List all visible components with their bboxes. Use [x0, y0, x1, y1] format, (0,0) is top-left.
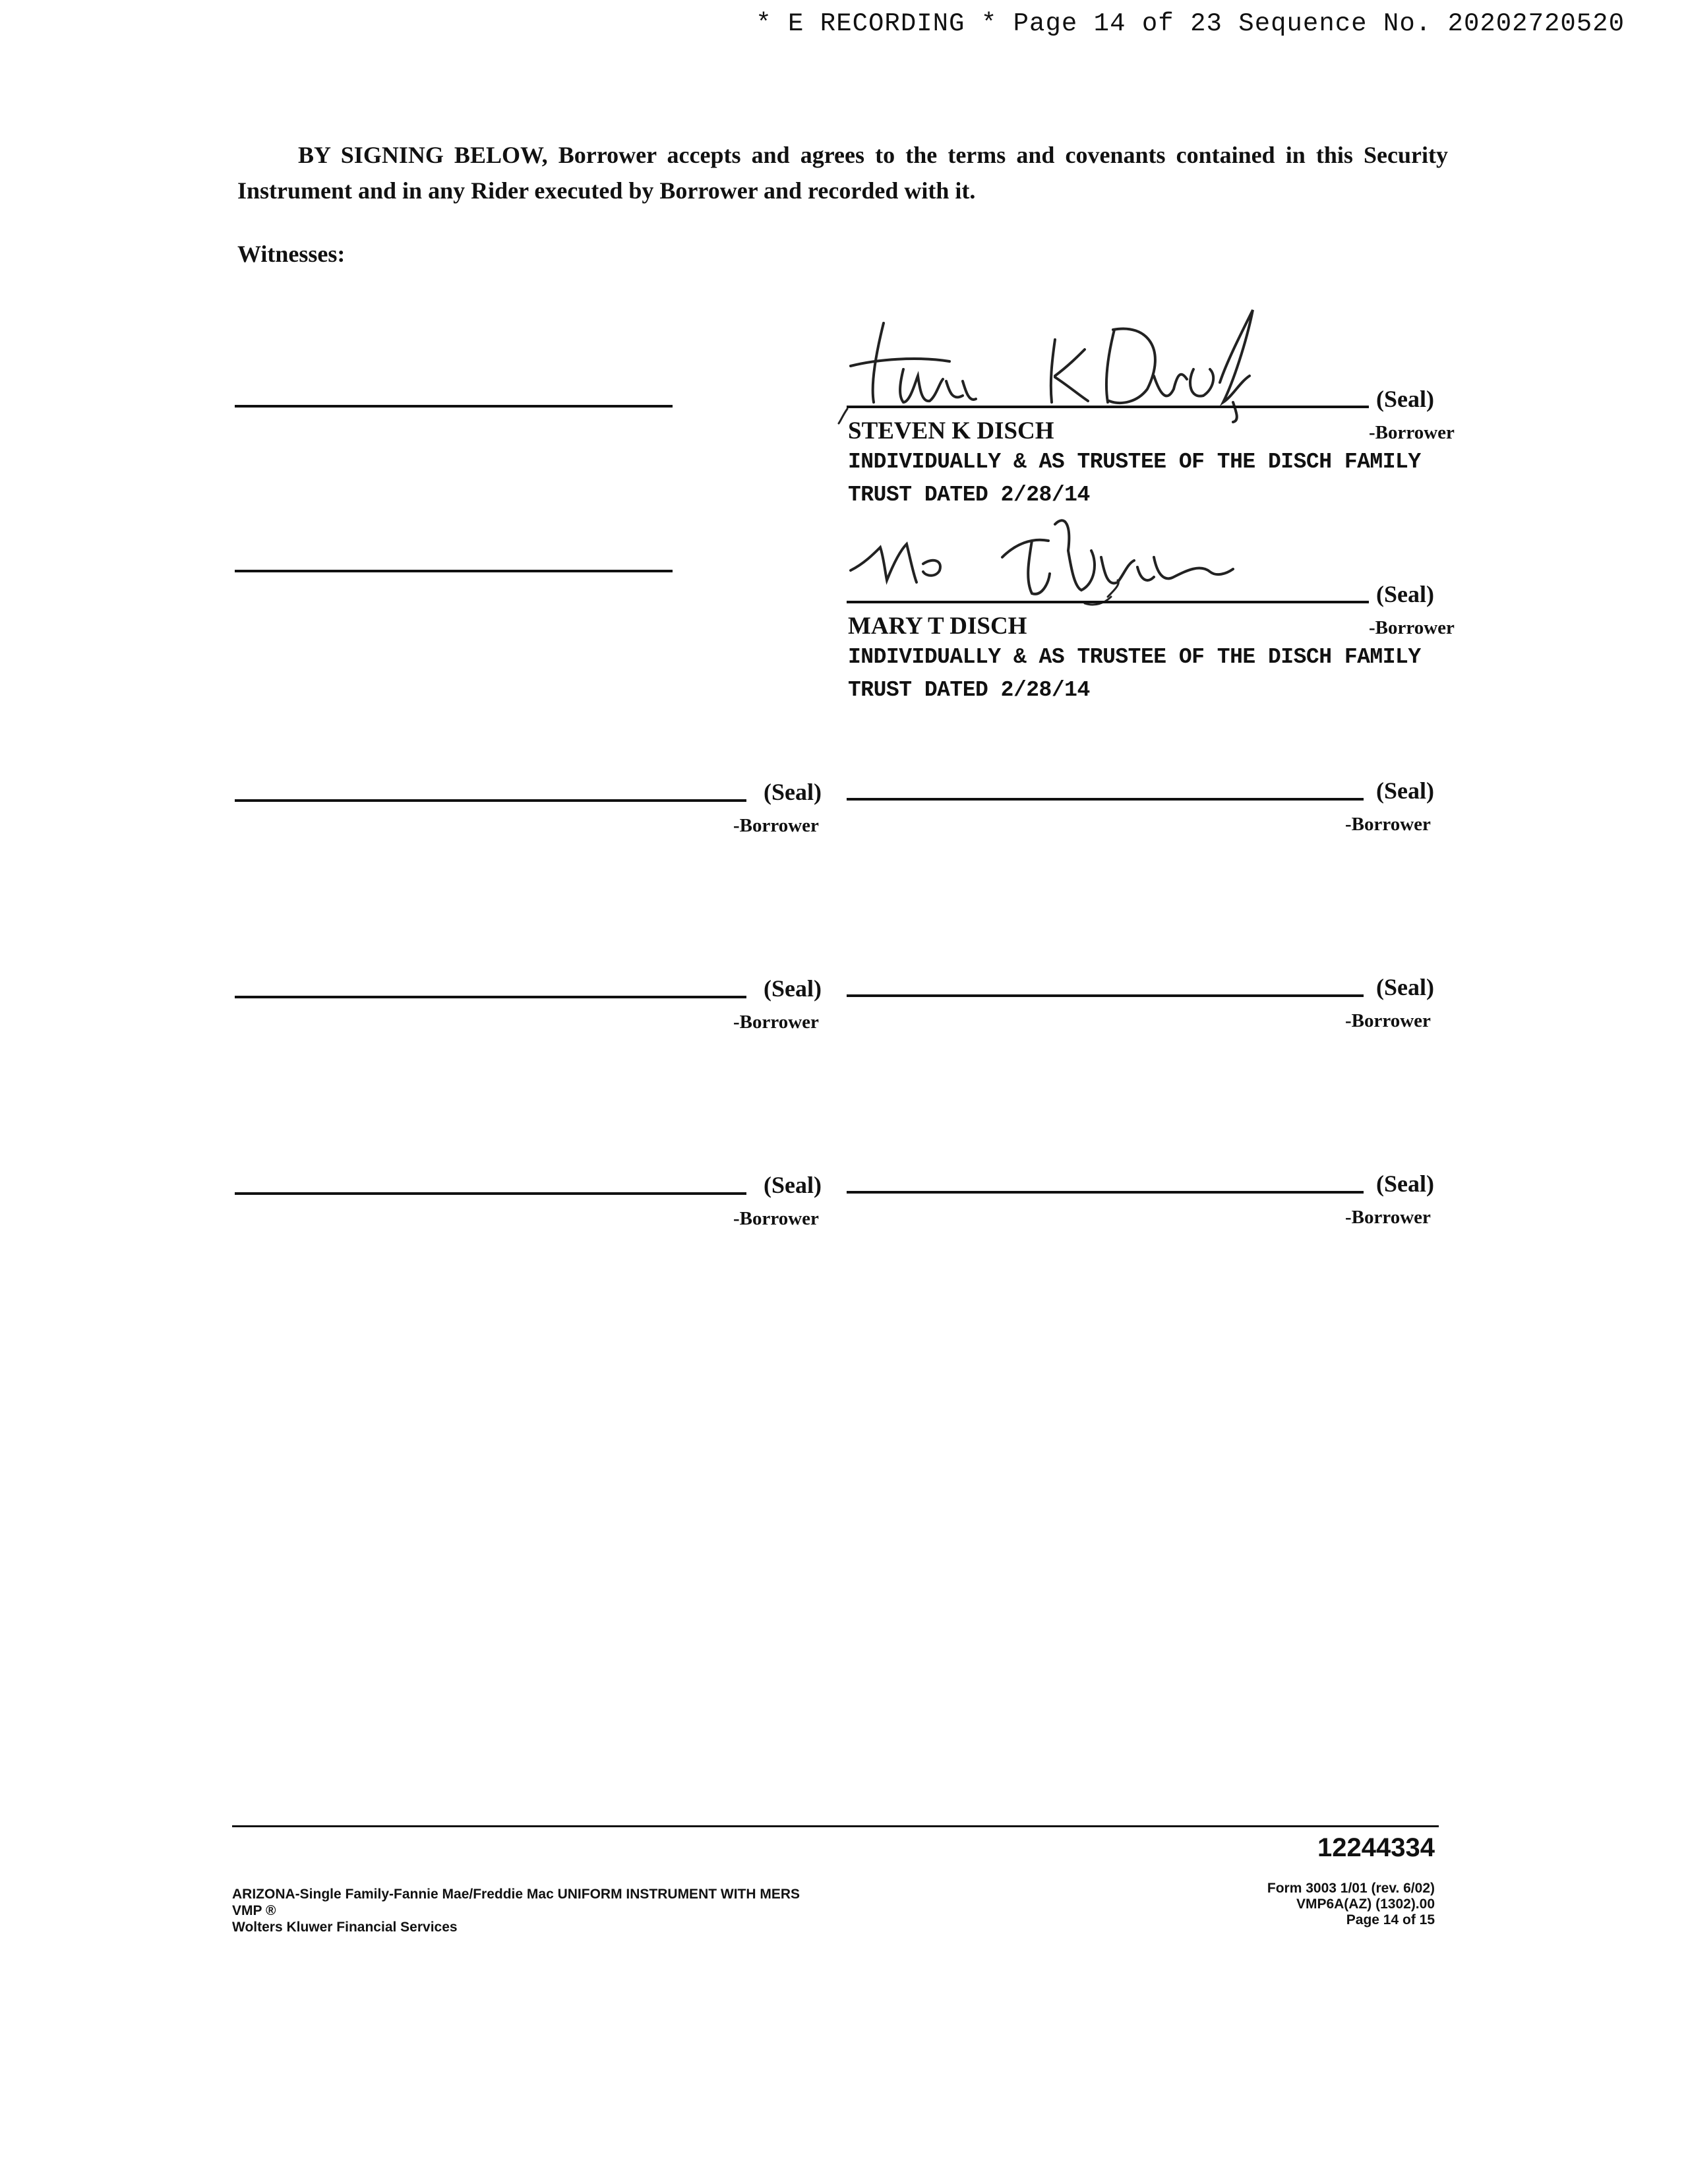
form-id-block: [1267, 1881, 1435, 1928]
seal-label: (Seal): [764, 779, 822, 805]
signer-capacity-line1: INDIVIDUALLY & AS TRUSTEE OF THE DISCH FAMILY: [848, 450, 1421, 474]
blank-signature-line: [847, 1191, 1364, 1194]
signing-statement: [237, 137, 1448, 208]
footer-rule: [232, 1825, 1439, 1827]
signature-line-steven: [847, 406, 1369, 408]
form-number: Form 3003 1/01 (rev. 6/02): [1267, 1881, 1435, 1896]
form-code: VMP6A(AZ) (1302).00: [1296, 1896, 1435, 1912]
witnesses-label: Witnesses:: [237, 241, 346, 267]
signer-capacity-line1: INDIVIDUALLY & AS TRUSTEE OF THE DISCH FAMILY: [848, 645, 1421, 669]
signer-name-steven: STEVEN K DISCH: [848, 417, 1054, 444]
seal-label: (Seal): [764, 1172, 822, 1198]
blank-signature-line: [235, 996, 746, 998]
signature-line-mary: [847, 601, 1369, 603]
borrower-label: -Borrower: [1345, 1207, 1431, 1228]
borrower-label: -Borrower: [1345, 814, 1431, 835]
borrower-label: -Borrower: [733, 1012, 819, 1033]
recording-stamp: * E RECORDING * Page 14 of 23 Sequence No. 20202720520: [756, 9, 1625, 38]
signing-statement-lead: BY SIGNING BELOW,: [298, 142, 548, 168]
seal-label: (Seal): [1376, 581, 1434, 607]
seal-label: (Seal): [1376, 1170, 1434, 1197]
signature-steven-k-disch: [837, 303, 1259, 429]
vendor-mark: VMP ®: [232, 1903, 276, 1918]
form-title: ARIZONA-Single Family-Fannie Mae/Freddie Mac UNIFORM INSTRUMENT WITH MERS: [232, 1887, 800, 1902]
vendor-name: Wolters Kluwer Financial Services: [232, 1920, 458, 1935]
borrower-label: -Borrower: [1345, 1010, 1431, 1031]
loan-number: 12244334: [1317, 1833, 1435, 1862]
witness-line-1: [235, 405, 673, 408]
seal-label: (Seal): [764, 975, 822, 1002]
seal-label: (Seal): [1376, 386, 1434, 412]
blank-signature-line: [847, 994, 1364, 997]
form-title-block: [232, 1886, 800, 1935]
signer-capacity-line2: TRUST DATED 2/28/14: [848, 678, 1090, 702]
signer-name-mary: MARY T DISCH: [848, 613, 1027, 640]
witness-line-2: [235, 570, 673, 572]
blank-signature-line: [235, 799, 746, 802]
seal-label: (Seal): [1376, 777, 1434, 804]
signing-statement-text: Borrower accepts and agrees to the terms and covenants contained in this Security Instrument and in any Rider executed by Borrower and recorded with it.: [237, 142, 1448, 204]
signer-capacity-line2: TRUST DATED 2/28/14: [848, 483, 1090, 507]
borrower-label: -Borrower: [733, 1208, 819, 1229]
borrower-label: -Borrower: [733, 815, 819, 836]
blank-signature-line: [235, 1192, 746, 1195]
page-number: Page 14 of 15: [1346, 1912, 1435, 1927]
seal-label: (Seal): [1376, 974, 1434, 1000]
borrower-label: -Borrower: [1369, 422, 1455, 443]
borrower-label: -Borrower: [1369, 617, 1455, 638]
blank-signature-line: [847, 798, 1364, 801]
